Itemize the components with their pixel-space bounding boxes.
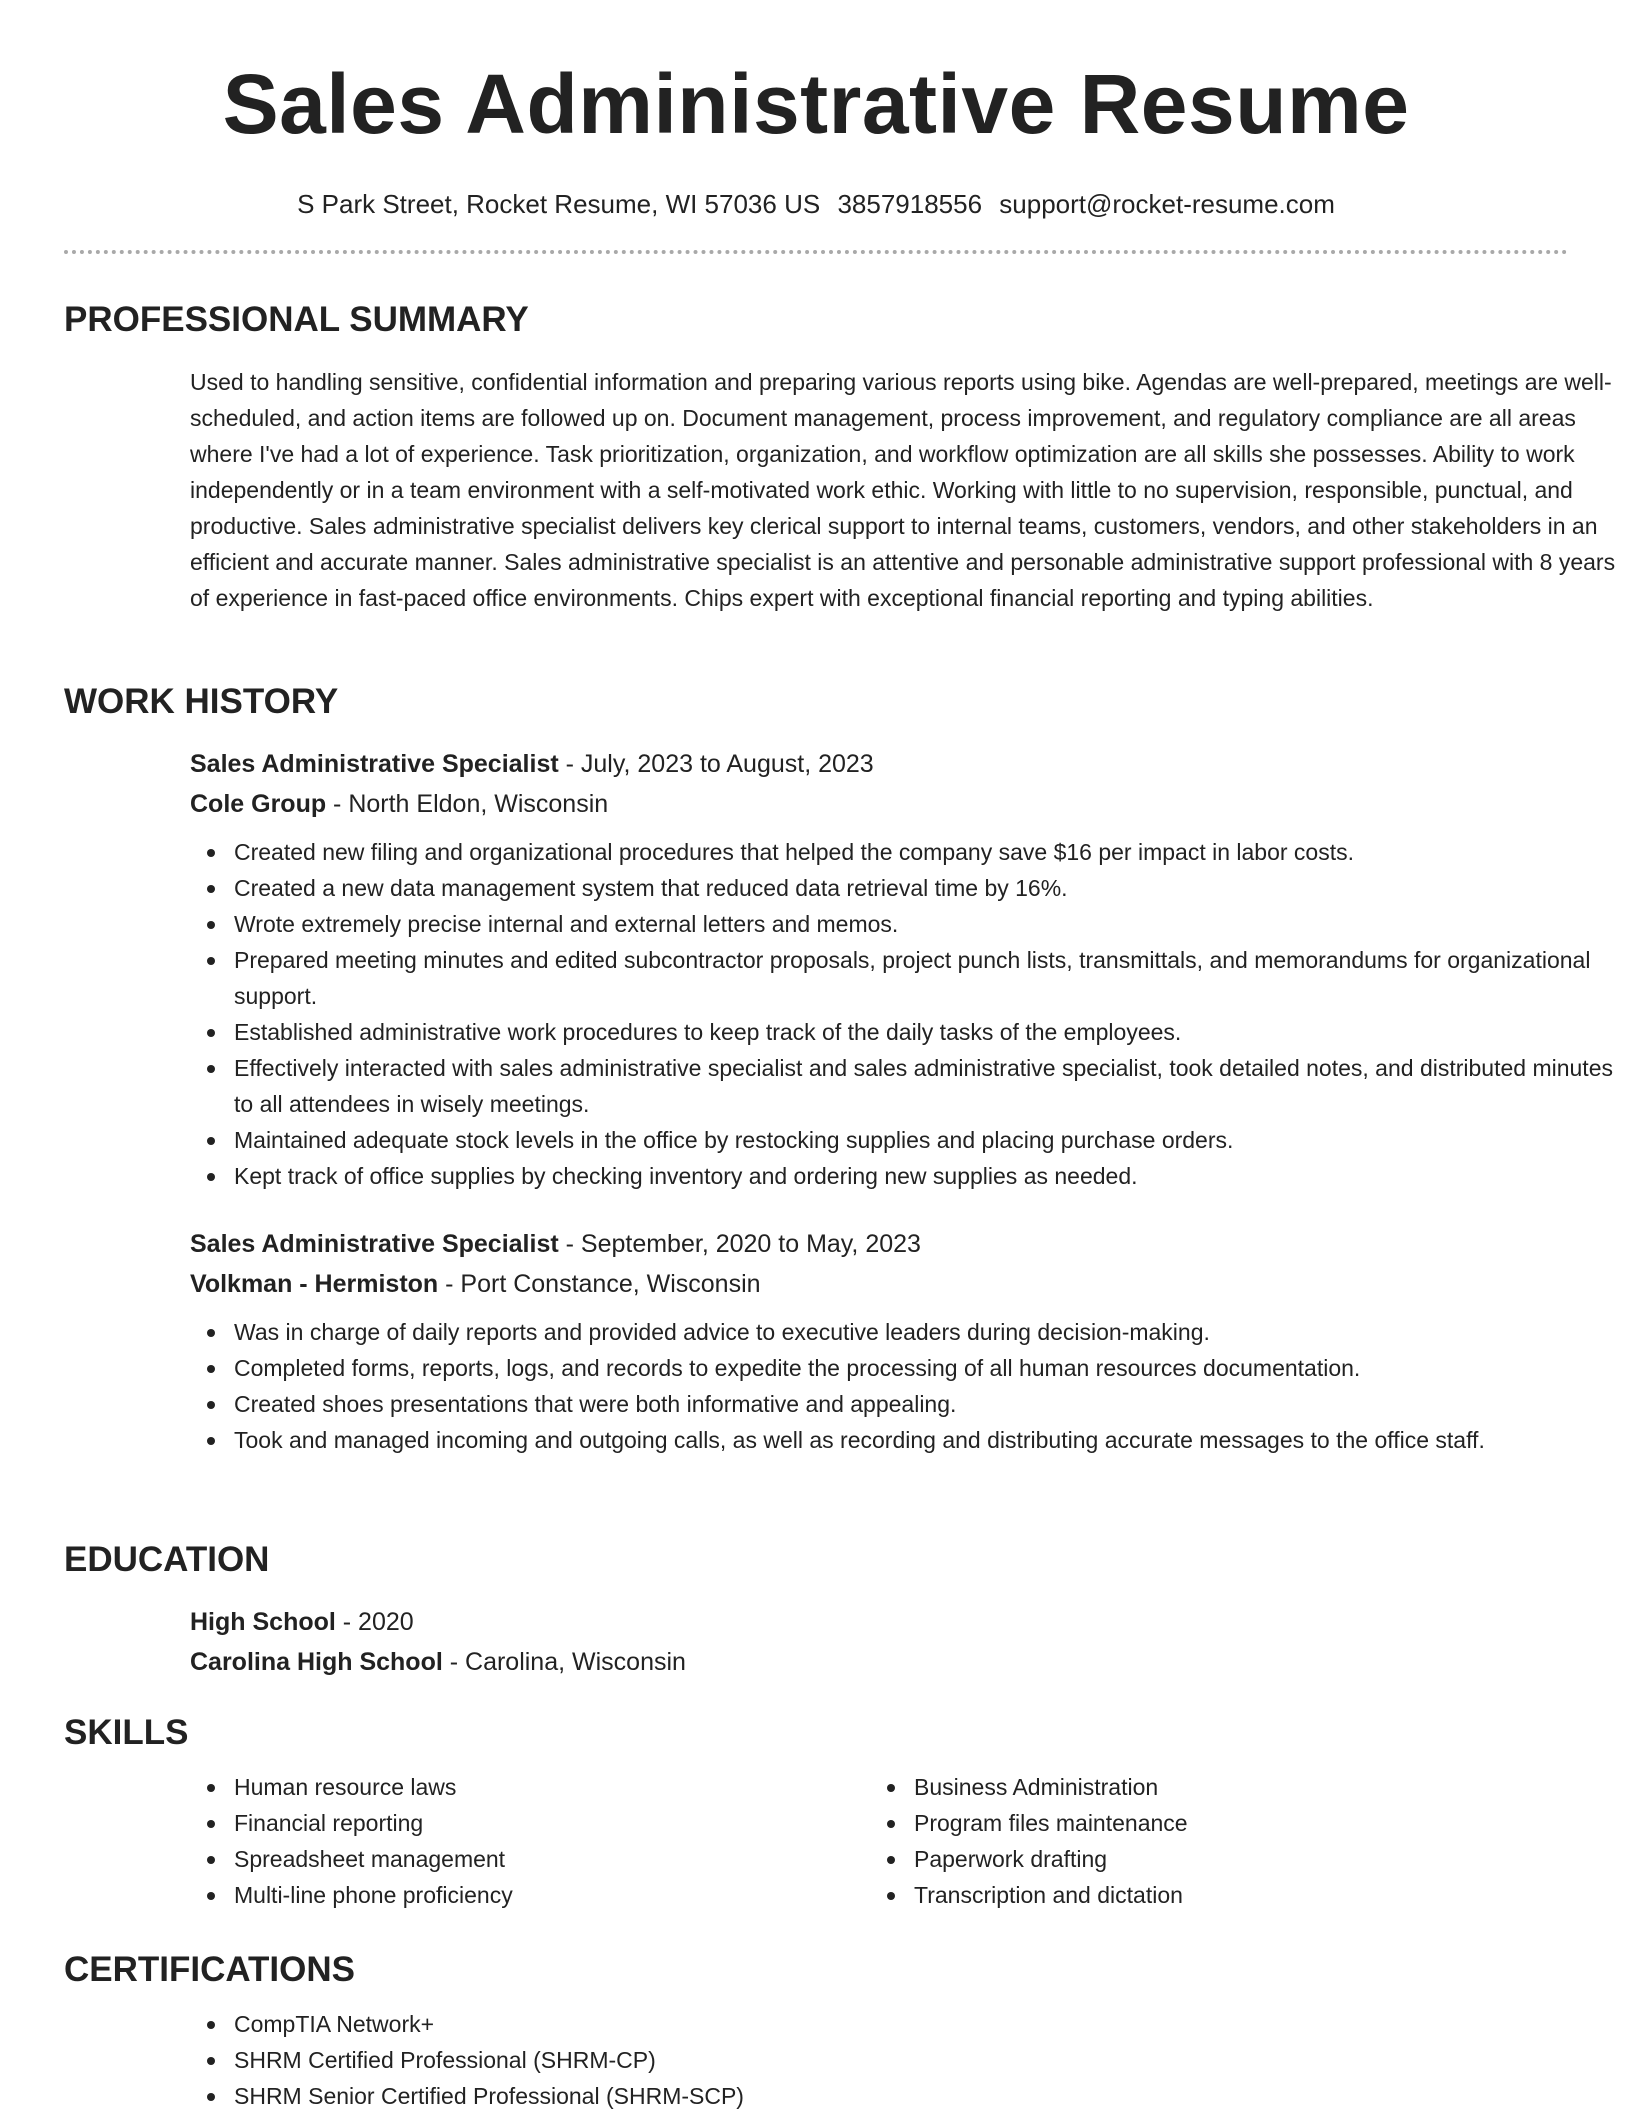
job-location: - Port Constance, Wisconsin: [438, 1270, 761, 1298]
header-divider: [64, 250, 1568, 254]
education-year: - 2020: [335, 1608, 414, 1636]
education-degree-line: [190, 1602, 1620, 1642]
job-bullet: Created shoes presentations that were both informative and appealing.: [234, 1386, 1620, 1422]
job-bullet: Prepared meeting minutes and edited subcontractor proposals, project punch lists, transmittals, and memorandums for organizational support.: [234, 942, 1620, 1014]
skills-list: [190, 1769, 870, 1913]
education-degree: High School: [190, 1608, 336, 1636]
contact-address: S Park Street, Rocket Resume, WI 57036 US: [297, 189, 821, 219]
skill-item: Program files maintenance: [914, 1805, 1550, 1841]
job-bullet: Maintained adequate stock levels in the office by restocking supplies and placing purchase orders.: [234, 1122, 1620, 1158]
education-entry: [190, 1602, 1620, 1682]
job-bullet: Was in charge of daily reports and provided advice to executive leaders during decision-making.: [234, 1314, 1620, 1350]
skills-heading: SKILLS: [64, 1713, 189, 1752]
certification-item: CompTIA Network+: [234, 2006, 1620, 2042]
education-heading: EDUCATION: [64, 1540, 270, 1579]
skills-section: [64, 1711, 1568, 1913]
job-dates: - July, 2023 to August, 2023: [558, 750, 874, 778]
contact-phone: 3857918556: [837, 189, 983, 219]
resume-header: [0, 0, 1632, 222]
skills-grid: [190, 1769, 1620, 1913]
certifications-heading: CERTIFICATIONS: [64, 1950, 356, 1989]
job-position: Sales Administrative Specialist: [190, 1230, 559, 1258]
skill-item: Financial reporting: [234, 1805, 870, 1841]
skills-list: [870, 1769, 1550, 1913]
education-school: Carolina High School: [190, 1648, 443, 1676]
skills-column-right: [870, 1769, 1550, 1913]
skills-column-left: [190, 1769, 870, 1913]
certification-item: SHRM Certified Professional (SHRM-CP): [234, 2042, 1620, 2078]
job-company-line: [190, 784, 1620, 824]
job-title-line: [190, 744, 1620, 784]
summary-section: [64, 298, 1616, 616]
education-location: - Carolina, Wisconsin: [442, 1648, 686, 1676]
job-bullet: Effectively interacted with sales administrative specialist and sales administrative specialist, took detailed notes, and distributed minutes to all attendees in wisely meetings.: [234, 1050, 1620, 1122]
job-bullets: [190, 1314, 1620, 1458]
summary-heading: PROFESSIONAL SUMMARY: [64, 300, 529, 339]
job-company: Volkman - Hermiston: [190, 1270, 439, 1298]
education-section: [64, 1538, 1568, 1682]
certification-item: SHRM Senior Certified Professional (SHRM-SCP): [234, 2078, 1620, 2114]
summary-text: Used to handling sensitive, confidential information and preparing various reports using bike. Agendas are well-prepared, meetings are well-scheduled, and action items are followed up on. Document management, process improvement, and regulatory compliance are all areas where I've had a lot of experience. Task prioritization, organization, and workflow optimization are all skills she possesses. Ability to work independently or in a team environment with a self-motivated work ethic. Working with little to no supervision, responsible, punctual, and productive. Sales administrative specialist delivers key clerical support to internal teams, customers, vendors, and other stakeholders in an efficient and accurate manner. Sales administrative specialist is an attentive and personable administrative support professional with 8 years of experience in fast-paced office environments. Chips expert with exceptional financial reporting and typing abilities.: [190, 369, 1616, 611]
certifications-list: [190, 2006, 1620, 2114]
skill-item: Human resource laws: [234, 1769, 870, 1805]
job-bullet: Kept track of office supplies by checking inventory and ordering new supplies as needed.: [234, 1158, 1620, 1194]
education-school-line: [190, 1642, 1620, 1682]
job-entry: [190, 1224, 1620, 1458]
skill-item: Spreadsheet management: [234, 1841, 870, 1877]
job-company-line: [190, 1264, 1620, 1304]
job-bullet: Established administrative work procedures to keep track of the daily tasks of the employees.: [234, 1014, 1620, 1050]
skill-item: Multi-line phone proficiency: [234, 1877, 870, 1913]
job-bullet: Completed forms, reports, logs, and records to expedite the processing of all human resources documentation.: [234, 1350, 1620, 1386]
job-bullet: Wrote extremely precise internal and external letters and memos.: [234, 906, 1620, 942]
job-location: - North Eldon, Wisconsin: [326, 790, 609, 818]
job-dates: - September, 2020 to May, 2023: [558, 1230, 921, 1258]
job-company: Cole Group: [190, 790, 327, 818]
skill-item: Transcription and dictation: [914, 1877, 1550, 1913]
job-title-line: [190, 1224, 1620, 1264]
resume-title: Sales Administrative Resume: [222, 57, 1410, 151]
contact-line: [0, 186, 1632, 222]
certifications-body: [190, 2006, 1620, 2114]
job-position: Sales Administrative Specialist: [190, 750, 559, 778]
job-bullet: Created a new data management system that reduced data retrieval time by 16%.: [234, 870, 1620, 906]
certifications-section: [64, 1948, 1568, 2114]
job-bullets: [190, 834, 1620, 1194]
job-bullet: Created new filing and organizational procedures that helped the company save $16 per impact in labor costs.: [234, 834, 1620, 870]
skill-item: Paperwork drafting: [914, 1841, 1550, 1877]
job-bullet: Took and managed incoming and outgoing calls, as well as recording and distributing accurate messages to the office staff.: [234, 1422, 1620, 1458]
work-history-heading: WORK HISTORY: [64, 682, 339, 721]
contact-email: support@rocket-resume.com: [999, 189, 1335, 219]
job-entry: [190, 744, 1620, 1194]
skill-item: Business Administration: [914, 1769, 1550, 1805]
work-history-section: [64, 680, 1613, 1458]
